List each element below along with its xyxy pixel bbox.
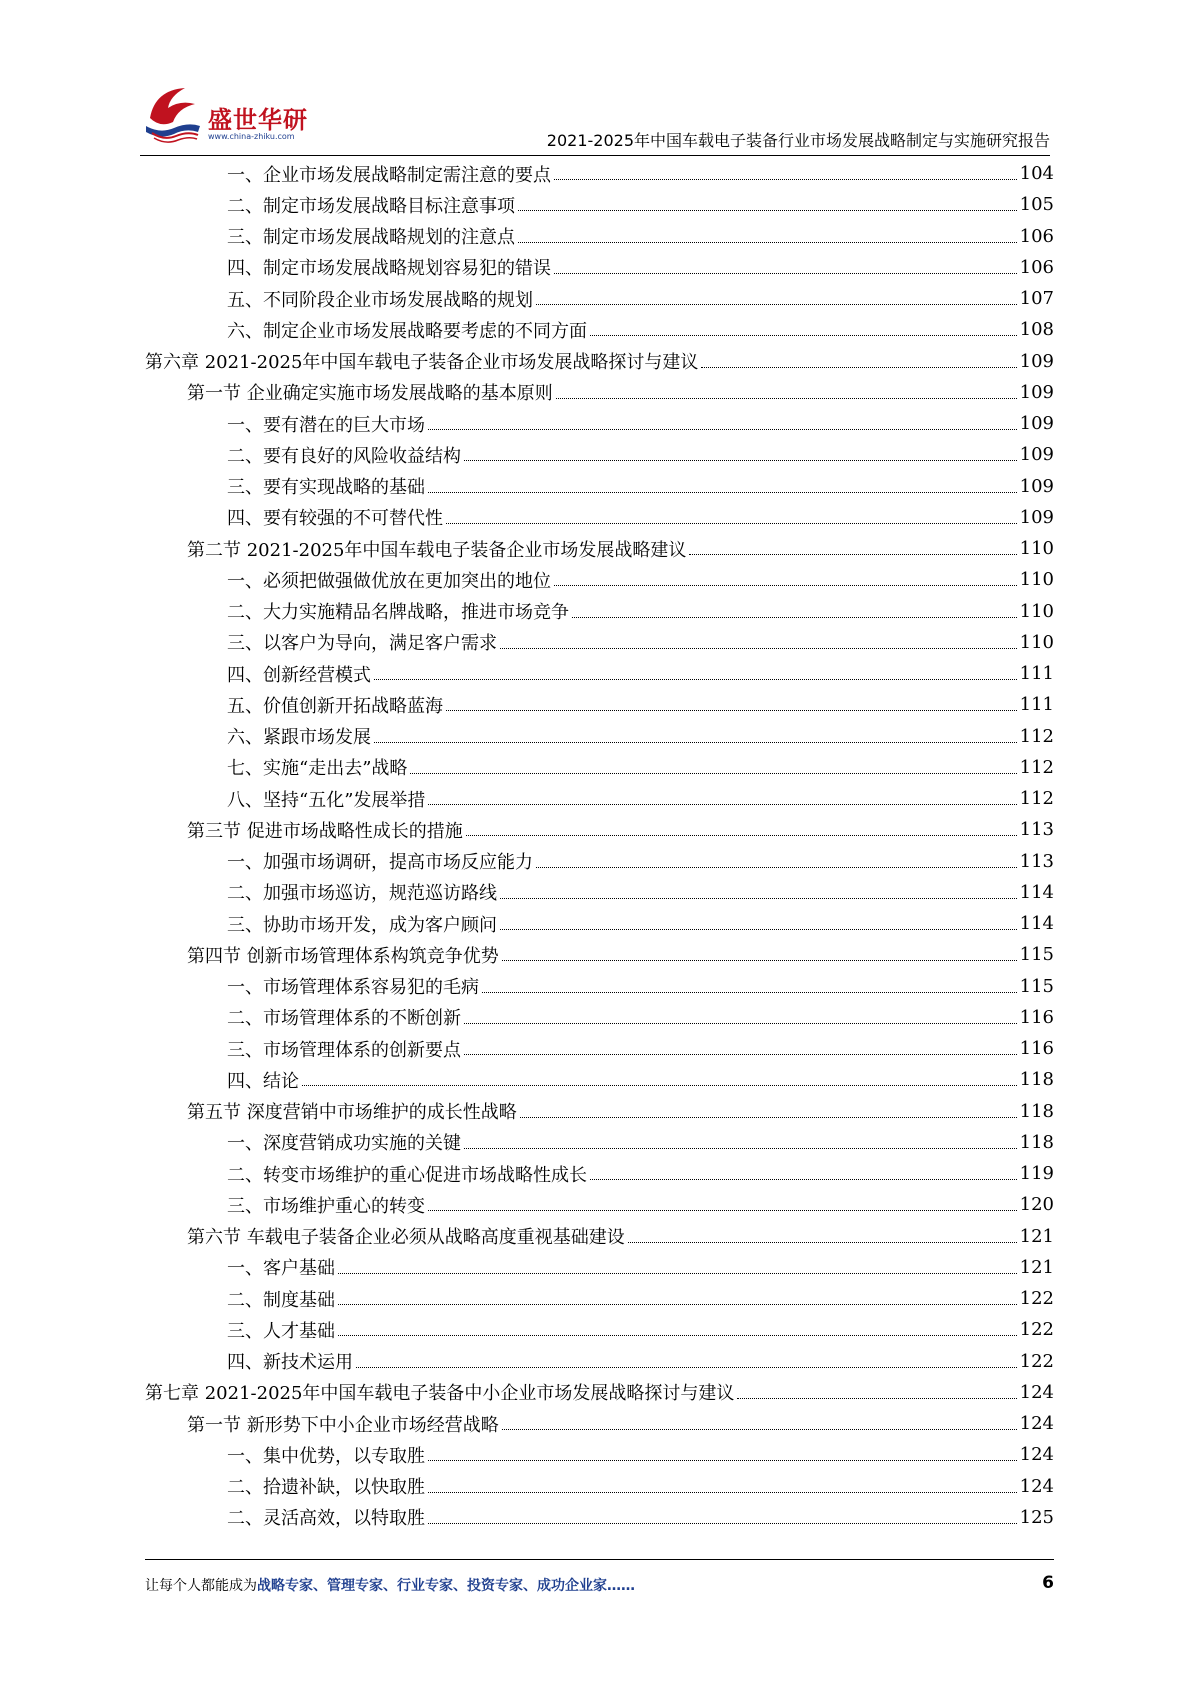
toc-entry-page: 113 xyxy=(1019,850,1054,872)
toc-leader-dots xyxy=(701,367,1016,368)
toc-entry[interactable] xyxy=(145,158,1054,189)
toc-entry-label: 二、加强市场巡访，规范巡访路线 xyxy=(227,883,497,905)
toc-entry-label: 四、制定市场发展战略规划容易犯的错误 xyxy=(227,258,551,280)
toc-leader-dots xyxy=(356,1367,1017,1368)
toc-entry-label: 三、市场维护重心的转变 xyxy=(227,1195,425,1217)
toc-entry[interactable] xyxy=(145,1439,1054,1470)
toc-entry-label: 四、创新经营模式 xyxy=(227,664,371,686)
toc-entry-page: 104 xyxy=(1019,163,1054,185)
toc-leader-dots xyxy=(737,1398,1016,1399)
toc-entry[interactable] xyxy=(145,627,1054,658)
toc-entry-page: 118 xyxy=(1019,1131,1054,1153)
toc-entry-label: 五、价值创新开拓战略蓝海 xyxy=(227,695,443,717)
toc-entry[interactable] xyxy=(145,314,1054,345)
toc-entry-label: 二、灵活高效，以特取胜 xyxy=(227,1508,425,1530)
toc-leader-dots xyxy=(428,1492,1017,1493)
toc-entry-page: 116 xyxy=(1019,1006,1054,1028)
toc-entry[interactable] xyxy=(145,658,1054,689)
toc-leader-dots xyxy=(428,429,1017,430)
toc-entry-page: 109 xyxy=(1019,506,1054,528)
toc-entry-label: 一、客户基础 xyxy=(227,1258,335,1280)
toc-entry-page: 115 xyxy=(1019,975,1054,997)
toc-entry[interactable] xyxy=(145,814,1054,845)
toc-entry-label: 三、协助市场开发，成为客户顾问 xyxy=(227,914,497,936)
toc-entry[interactable] xyxy=(145,1096,1054,1127)
toc-entry[interactable] xyxy=(145,283,1054,314)
toc-leader-dots xyxy=(554,273,1017,274)
toc-entry-label: 三、人才基础 xyxy=(227,1320,335,1342)
page-footer xyxy=(145,1575,1054,1595)
toc-entry[interactable] xyxy=(145,1471,1054,1502)
toc-leader-dots xyxy=(464,460,1017,461)
toc-leader-dots xyxy=(338,1335,1017,1336)
toc-entry-label: 三、要有实现战略的基础 xyxy=(227,477,425,499)
toc-entry-page: 109 xyxy=(1019,475,1054,497)
toc-entry[interactable] xyxy=(145,221,1054,252)
table-of-contents xyxy=(145,158,1054,1533)
toc-entry-label: 五、不同阶段企业市场发展战略的规划 xyxy=(227,289,533,311)
toc-entry[interactable] xyxy=(145,721,1054,752)
toc-entry[interactable] xyxy=(145,1002,1054,1033)
toc-entry[interactable] xyxy=(145,1346,1054,1377)
toc-entry-label: 二、大力实施精品名牌战略，推进市场竞争 xyxy=(227,602,569,624)
toc-entry-page: 121 xyxy=(1019,1225,1054,1247)
toc-entry[interactable] xyxy=(145,1064,1054,1095)
toc-entry[interactable] xyxy=(145,1158,1054,1189)
toc-entry[interactable] xyxy=(145,846,1054,877)
toc-leader-dots xyxy=(464,1148,1017,1149)
toc-entry-page: 105 xyxy=(1019,194,1054,216)
toc-entry[interactable] xyxy=(145,1252,1054,1283)
toc-entry[interactable] xyxy=(145,1221,1054,1252)
toc-leader-dots xyxy=(500,648,1017,649)
toc-entry-page: 125 xyxy=(1019,1506,1054,1528)
toc-leader-dots xyxy=(464,1023,1017,1024)
toc-entry-label: 二、要有良好的风险收益结构 xyxy=(227,445,461,467)
toc-entry-page: 110 xyxy=(1019,631,1054,653)
footer-slogan-prefix: 让每个人都能成为 xyxy=(145,1578,257,1594)
toc-entry-label: 二、转变市场维护的重心促进市场战略性成长 xyxy=(227,1164,587,1186)
toc-leader-dots xyxy=(464,1054,1017,1055)
toc-entry-page: 109 xyxy=(1019,381,1054,403)
toc-leader-dots xyxy=(590,1179,1017,1180)
toc-entry-label: 八、坚持“五化”发展举措 xyxy=(227,789,426,811)
toc-leader-dots xyxy=(374,679,1017,680)
toc-entry[interactable] xyxy=(145,908,1054,939)
toc-entry-page: 109 xyxy=(1019,350,1054,372)
toc-leader-dots xyxy=(520,1117,1017,1118)
toc-entry-page: 124 xyxy=(1019,1444,1054,1466)
toc-entry-page: 120 xyxy=(1019,1194,1054,1216)
toc-entry-label: 第一节 企业确定实施市场发展战略的基本原则 xyxy=(187,383,553,405)
header-divider xyxy=(140,155,1050,156)
toc-leader-dots xyxy=(502,960,1017,961)
company-logo xyxy=(140,78,330,148)
toc-leader-dots xyxy=(500,929,1017,930)
toc-entry-label: 第六节 车载电子装备企业必须从战略高度重视基础建设 xyxy=(187,1227,625,1249)
toc-leader-dots xyxy=(518,210,1017,211)
toc-entry-page: 110 xyxy=(1019,538,1054,560)
toc-entry[interactable] xyxy=(145,377,1054,408)
toc-entry-label: 一、市场管理体系容易犯的毛病 xyxy=(227,977,479,999)
toc-leader-dots xyxy=(410,773,1016,774)
toc-entry-label: 六、紧跟市场发展 xyxy=(227,727,371,749)
toc-entry-page: 110 xyxy=(1019,600,1054,622)
toc-entry-page: 112 xyxy=(1019,725,1054,747)
toc-leader-dots xyxy=(689,554,1016,555)
toc-entry[interactable] xyxy=(145,1502,1054,1533)
toc-entry-label: 三、制定市场发展战略规划的注意点 xyxy=(227,227,515,249)
toc-entry[interactable] xyxy=(145,1283,1054,1314)
toc-entry[interactable] xyxy=(145,1127,1054,1158)
toc-leader-dots xyxy=(556,398,1017,399)
toc-entry-label: 三、以客户为导向，满足客户需求 xyxy=(227,633,497,655)
toc-entry-label: 二、制定市场发展战略目标注意事项 xyxy=(227,195,515,217)
toc-entry-page: 119 xyxy=(1019,1163,1054,1185)
logo-name: 盛世华研 xyxy=(208,106,308,134)
toc-entry-label: 一、企业市场发展战略制定需注意的要点 xyxy=(227,164,551,186)
page-number: 6 xyxy=(1042,1573,1054,1593)
toc-entry[interactable] xyxy=(145,189,1054,220)
toc-leader-dots xyxy=(518,242,1017,243)
footer-slogan xyxy=(145,1578,635,1594)
toc-entry[interactable] xyxy=(145,1033,1054,1064)
toc-entry-label: 一、要有潜在的巨大市场 xyxy=(227,414,425,436)
toc-entry-page: 116 xyxy=(1019,1038,1054,1060)
toc-entry-label: 三、市场管理体系的创新要点 xyxy=(227,1039,461,1061)
footer-slogan-emphasis: 战略专家、管理专家、行业专家、投资专家、成功企业家…… xyxy=(257,1578,635,1594)
toc-entry-page: 115 xyxy=(1019,944,1054,966)
logo-emblem-icon xyxy=(140,78,210,148)
toc-entry[interactable] xyxy=(145,408,1054,439)
toc-entry[interactable] xyxy=(145,252,1054,283)
toc-entry-label: 第七章 2021-2025年中国车载电子装备中小企业市场发展战略探讨与建议 xyxy=(145,1383,735,1405)
toc-entry[interactable] xyxy=(145,564,1054,595)
toc-entry-page: 112 xyxy=(1019,756,1054,778)
toc-entry[interactable] xyxy=(145,1314,1054,1345)
toc-entry[interactable] xyxy=(145,346,1054,377)
toc-entry-page: 121 xyxy=(1019,1256,1054,1278)
toc-entry-page: 112 xyxy=(1019,788,1054,810)
toc-entry-label: 六、制定企业市场发展战略要考虑的不同方面 xyxy=(227,320,587,342)
toc-entry[interactable] xyxy=(145,596,1054,627)
toc-leader-dots xyxy=(572,617,1017,618)
toc-entry-page: 108 xyxy=(1019,319,1054,341)
toc-leader-dots xyxy=(446,710,1017,711)
toc-entry-label: 一、加强市场调研，提高市场反应能力 xyxy=(227,852,533,874)
toc-entry-page: 106 xyxy=(1019,225,1054,247)
toc-leader-dots xyxy=(428,492,1017,493)
toc-entry-label: 一、集中优势，以专取胜 xyxy=(227,1445,425,1467)
toc-leader-dots xyxy=(628,1242,1017,1243)
toc-leader-dots xyxy=(302,1085,1017,1086)
toc-entry-label: 四、新技术运用 xyxy=(227,1352,353,1374)
toc-entry-label: 第四节 创新市场管理体系构筑竞争优势 xyxy=(187,945,499,967)
toc-entry-page: 107 xyxy=(1019,288,1054,310)
toc-entry-page: 118 xyxy=(1019,1100,1054,1122)
toc-leader-dots xyxy=(428,1523,1017,1524)
toc-entry[interactable] xyxy=(145,502,1054,533)
toc-entry-page: 122 xyxy=(1019,1350,1054,1372)
toc-entry-label: 一、必须把做强做优放在更加突出的地位 xyxy=(227,570,551,592)
toc-leader-dots xyxy=(536,304,1017,305)
toc-entry-label: 二、市场管理体系的不断创新 xyxy=(227,1008,461,1030)
toc-leader-dots xyxy=(338,1304,1017,1305)
page-header xyxy=(140,78,1050,158)
toc-leader-dots xyxy=(428,1210,1017,1211)
footer-divider xyxy=(145,1559,1054,1560)
logo-url: www.china-zhiku.com xyxy=(208,132,295,141)
toc-entry-page: 111 xyxy=(1019,663,1054,685)
toc-entry-label: 第五节 深度营销中市场维护的成长性战略 xyxy=(187,1102,517,1124)
toc-entry-page: 111 xyxy=(1019,694,1054,716)
toc-entry-page: 114 xyxy=(1019,881,1054,903)
toc-entry-page: 124 xyxy=(1019,1475,1054,1497)
toc-entry-label: 二、拾遗补缺，以快取胜 xyxy=(227,1477,425,1499)
toc-leader-dots xyxy=(428,1460,1017,1461)
toc-entry[interactable] xyxy=(145,439,1054,470)
toc-entry-page: 124 xyxy=(1019,1381,1054,1403)
toc-entry[interactable] xyxy=(145,971,1054,1002)
toc-entry-page: 110 xyxy=(1019,569,1054,591)
toc-entry-page: 106 xyxy=(1019,256,1054,278)
toc-entry[interactable] xyxy=(145,533,1054,564)
toc-entry[interactable] xyxy=(145,1408,1054,1439)
toc-entry[interactable] xyxy=(145,1189,1054,1220)
toc-entry-page: 118 xyxy=(1019,1069,1054,1091)
toc-entry[interactable] xyxy=(145,1377,1054,1408)
toc-entry-page: 114 xyxy=(1019,913,1054,935)
toc-leader-dots xyxy=(466,835,1017,836)
toc-entry[interactable] xyxy=(145,471,1054,502)
toc-entry-label: 四、要有较强的不可替代性 xyxy=(227,508,443,530)
toc-entry-page: 122 xyxy=(1019,1288,1054,1310)
toc-entry[interactable] xyxy=(145,752,1054,783)
report-title: 2021-2025年中国车载电子装备行业市场发展战略制定与实施研究报告 xyxy=(546,131,1050,150)
toc-entry-label: 一、深度营销成功实施的关键 xyxy=(227,1133,461,1155)
toc-entry-page: 122 xyxy=(1019,1319,1054,1341)
toc-entry-label: 第三节 促进市场战略性成长的措施 xyxy=(187,820,463,842)
toc-leader-dots xyxy=(590,335,1017,336)
toc-entry-page: 113 xyxy=(1019,819,1054,841)
toc-entry[interactable] xyxy=(145,783,1054,814)
toc-entry-label: 第一节 新形势下中小企业市场经营战略 xyxy=(187,1414,499,1436)
toc-leader-dots xyxy=(482,992,1017,993)
toc-leader-dots xyxy=(502,1429,1017,1430)
toc-leader-dots xyxy=(554,179,1017,180)
toc-entry-label: 第二节 2021-2025年中国车载电子装备企业市场发展战略建议 xyxy=(187,539,687,561)
toc-entry[interactable] xyxy=(145,939,1054,970)
toc-entry-label: 二、制度基础 xyxy=(227,1289,335,1311)
toc-entry-page: 109 xyxy=(1019,413,1054,435)
toc-entry-label: 第六章 2021-2025年中国车载电子装备企业市场发展战略探讨与建议 xyxy=(145,352,699,374)
toc-leader-dots xyxy=(446,523,1017,524)
toc-leader-dots xyxy=(500,898,1017,899)
toc-entry[interactable] xyxy=(145,689,1054,720)
toc-leader-dots xyxy=(374,742,1017,743)
toc-entry-page: 109 xyxy=(1019,444,1054,466)
toc-leader-dots xyxy=(338,1273,1017,1274)
toc-leader-dots xyxy=(428,804,1016,805)
toc-leader-dots xyxy=(554,585,1017,586)
toc-entry-label: 七、实施“走出去”战略 xyxy=(227,758,408,780)
toc-entry-label: 四、结论 xyxy=(227,1070,299,1092)
toc-leader-dots xyxy=(536,867,1017,868)
toc-entry[interactable] xyxy=(145,877,1054,908)
toc-entry-page: 124 xyxy=(1019,1413,1054,1435)
